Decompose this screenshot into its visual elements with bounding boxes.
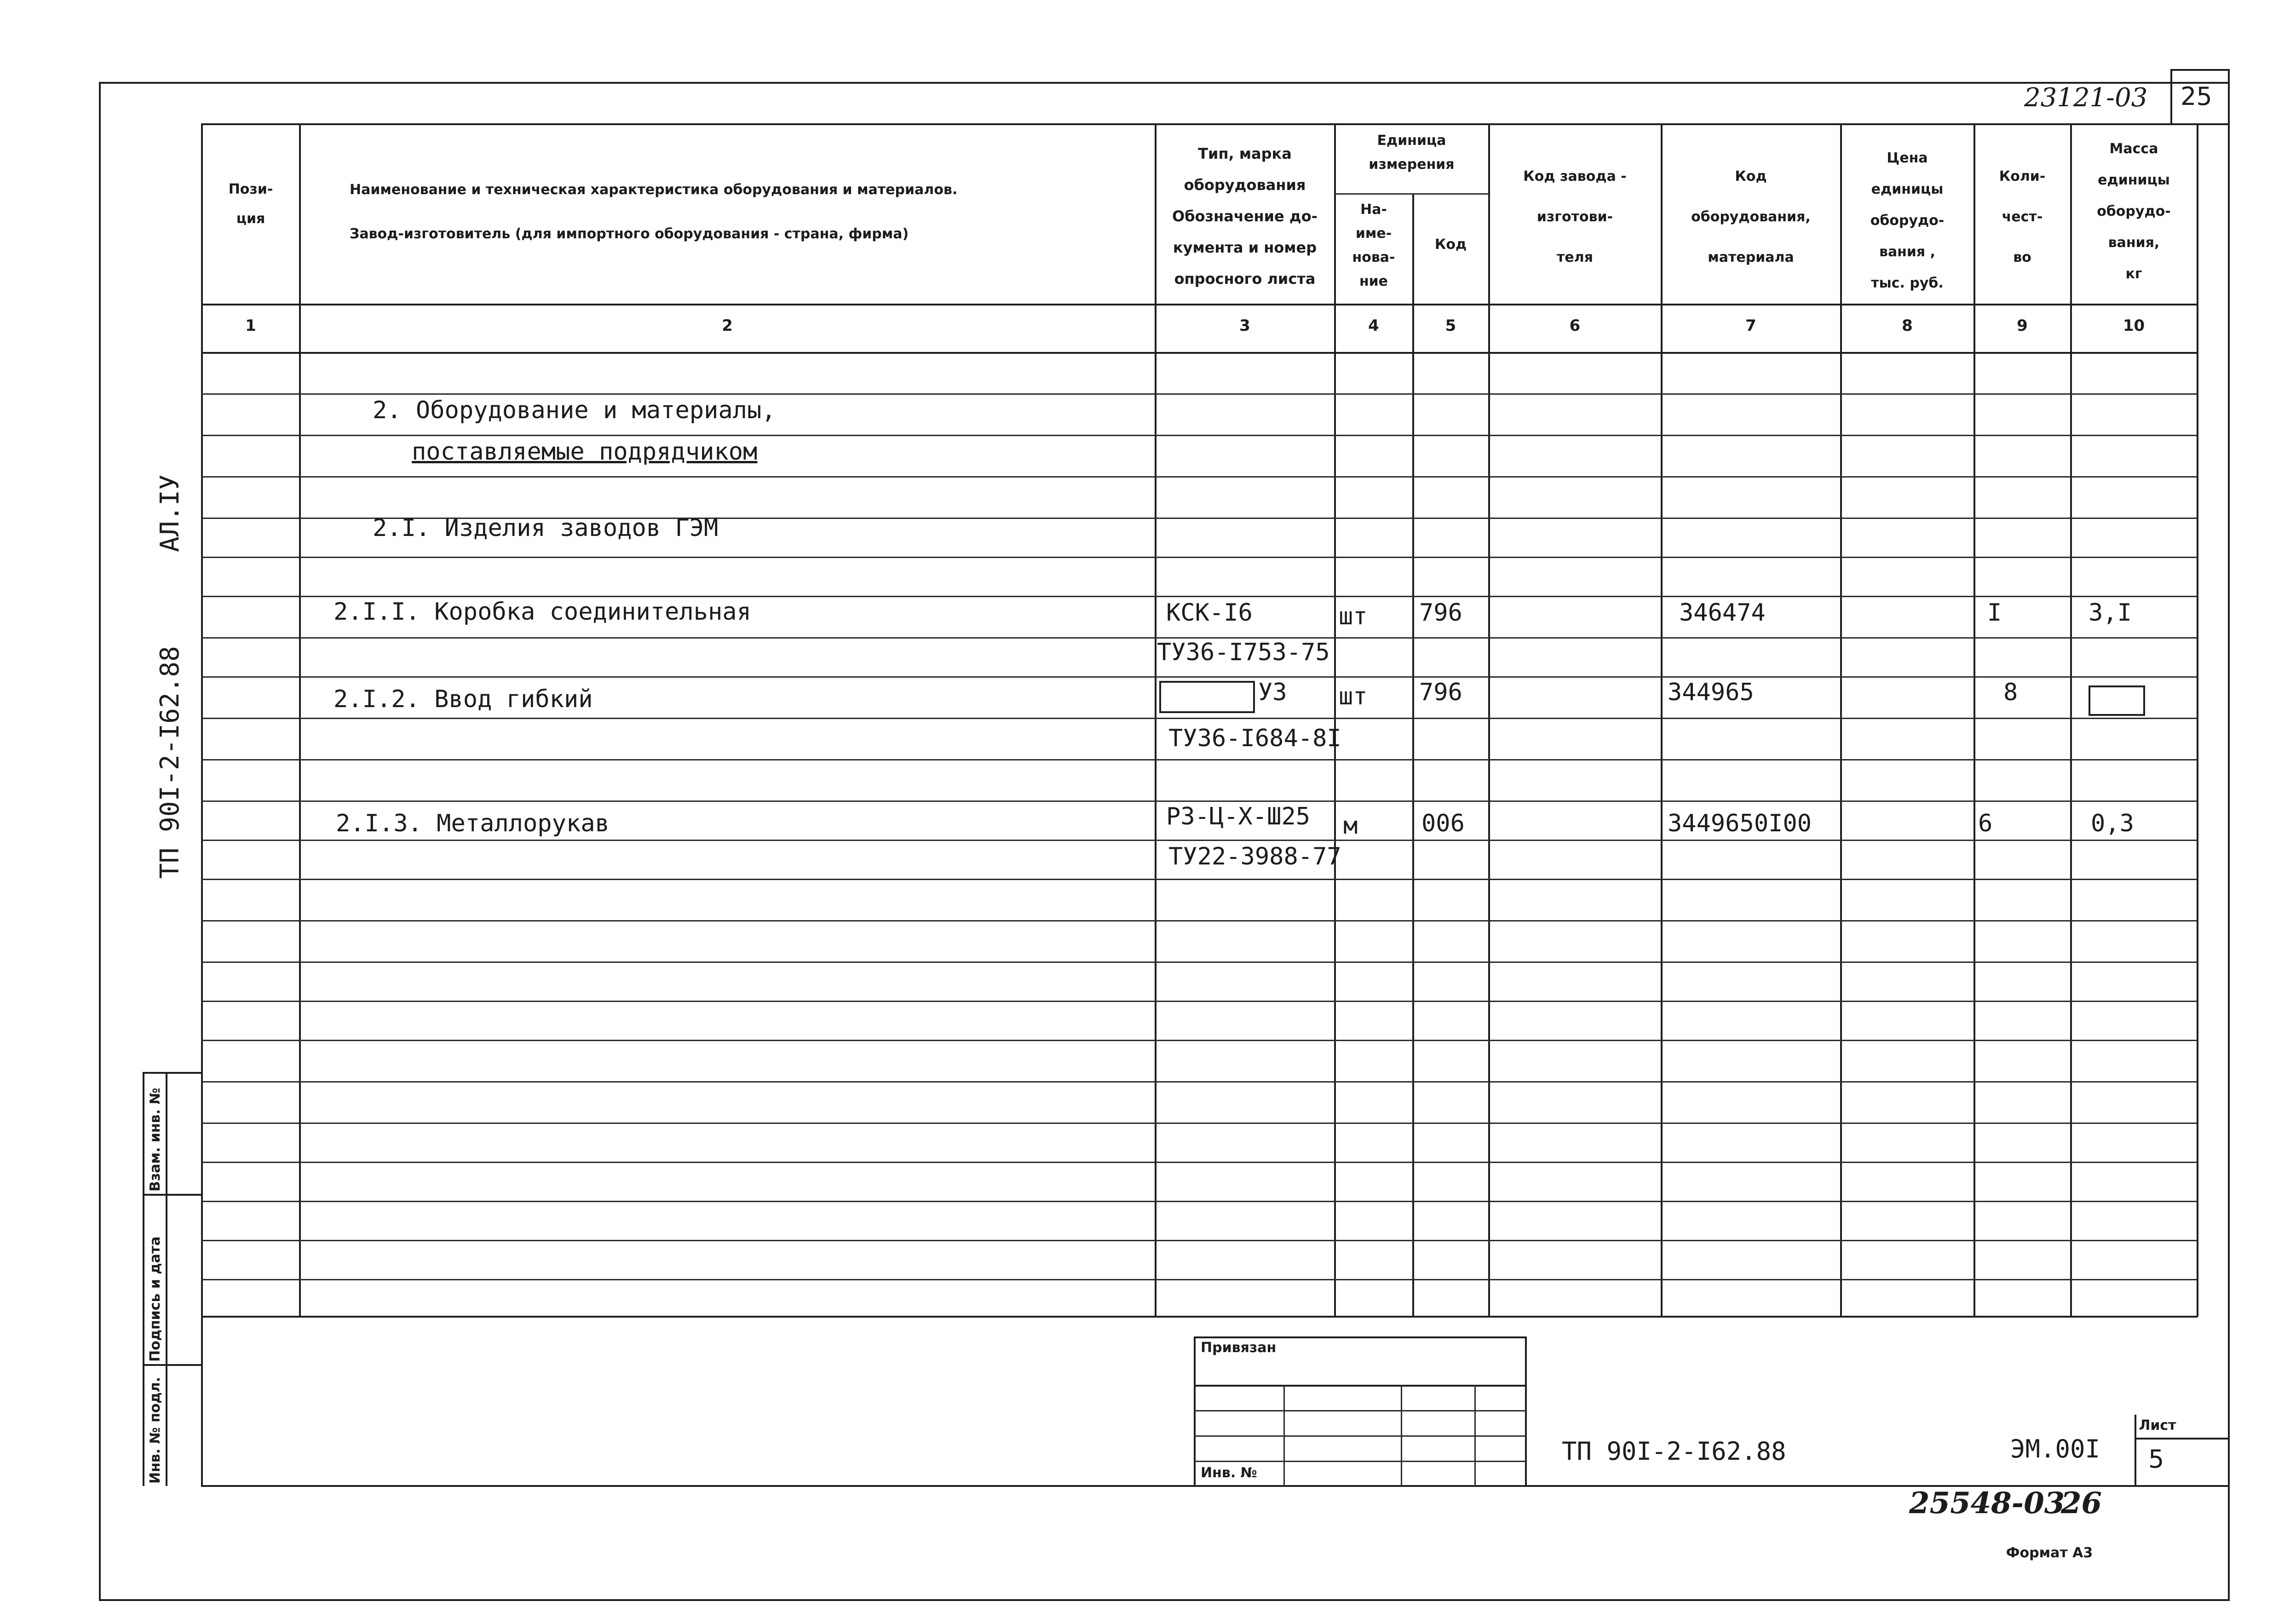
row-line xyxy=(201,1279,2198,1280)
row-line xyxy=(201,1123,2198,1124)
col-separator-7 xyxy=(1840,123,1842,1317)
item-equip-code: 346474 xyxy=(1679,599,1766,627)
item-unit-code: 796 xyxy=(1419,599,1462,627)
sheet-label: Лист xyxy=(2139,1417,2176,1434)
bottom-document-number: 25548-03 xyxy=(1909,1486,2065,1520)
item-mass: 3,I xyxy=(2089,599,2132,627)
colnum-10: 10 xyxy=(2123,317,2145,335)
item-unit: шт xyxy=(1339,603,1368,630)
item-type: КСК-I6 xyxy=(1166,599,1253,627)
title-sheet-code: ЭМ.00I xyxy=(2010,1434,2100,1463)
format-label: Формат А3 xyxy=(2006,1545,2093,1561)
colnum-5: 5 xyxy=(1445,317,1456,335)
outer-frame-right xyxy=(2228,69,2230,1601)
stamp-top-border xyxy=(143,1072,201,1074)
section-title-continued: поставляемые подрядчиком xyxy=(412,438,758,466)
header-unit-group: Единица измерения xyxy=(1369,132,1455,173)
title-block-col xyxy=(1474,1385,1476,1486)
outer-frame-bottom xyxy=(99,1599,2229,1601)
number-row-bottom-border xyxy=(201,352,2198,354)
item-type: У3 xyxy=(1258,679,1287,706)
colnum-4: 4 xyxy=(1368,317,1379,335)
header-col3: Тип, марка оборудования Обозначение до- кумента и номер опросного листа xyxy=(1172,145,1318,288)
sidebar-album-code: АЛ.IУ xyxy=(155,474,185,552)
col-separator-6 xyxy=(1661,123,1663,1317)
row-line xyxy=(201,476,2198,478)
bottom-page-number: 26 xyxy=(2061,1486,2102,1520)
row-line xyxy=(201,1081,2198,1083)
row-line xyxy=(201,962,2198,963)
stamp-divider xyxy=(143,1364,201,1366)
row-line xyxy=(201,1240,2198,1241)
item-equip-code: 344965 xyxy=(1668,679,1754,706)
colnum-2: 2 xyxy=(722,317,733,335)
row-line xyxy=(201,718,2198,719)
colnum-1: 1 xyxy=(245,317,256,335)
blank-field-box xyxy=(2089,685,2145,716)
item-unit-code: 006 xyxy=(1421,810,1465,837)
row-line xyxy=(201,1162,2198,1163)
row-line xyxy=(201,1001,2198,1002)
col-separator-9 xyxy=(2070,123,2072,1317)
stamp-inner-border xyxy=(166,1072,167,1486)
item-type: Р3-Ц-Х-Ш25 xyxy=(1166,803,1311,830)
attached-label: Привязан xyxy=(1201,1340,1277,1356)
sidebar-doc-code: ТП 90I-2-I62.88 xyxy=(155,646,185,879)
inventory-label: Инв. № xyxy=(1201,1465,1257,1481)
col-separator-3 xyxy=(1334,123,1336,1317)
outer-frame-top xyxy=(99,82,2229,84)
item-doc: ТУ36-I753-75 xyxy=(1157,639,1330,666)
stamp-divider xyxy=(143,1194,201,1196)
title-block-line xyxy=(1194,1435,1526,1437)
title-block-col xyxy=(1401,1385,1402,1486)
row-line xyxy=(201,393,2198,395)
col-separator-8 xyxy=(1974,123,1975,1317)
header-col4: На- име- нова- ние xyxy=(1352,202,1395,289)
col-separator-10 xyxy=(2197,123,2198,1317)
sheet-number: 5 xyxy=(2148,1445,2164,1474)
colnum-6: 6 xyxy=(1569,317,1581,335)
item-qty: I xyxy=(1987,599,2002,627)
stamp-field-signature-date: Подпись и дата xyxy=(147,1236,163,1362)
row-line xyxy=(201,1040,2198,1041)
row-line xyxy=(201,800,2198,802)
item-unit: шт xyxy=(1339,683,1368,710)
unit-group-divider xyxy=(1334,193,1488,195)
item-doc: ТУ36-I684-8I xyxy=(1168,725,1341,752)
row-line xyxy=(201,435,2198,436)
subsection-title: 2.I. Изделия заводов ГЭМ xyxy=(373,514,719,542)
row-line xyxy=(201,557,2198,558)
header-col2: Наименование и техническая характеристика оборудования и материалов. Завод-изготовитель (для импортного оборудования - страна, фирма) xyxy=(350,182,958,242)
colnum-3: 3 xyxy=(1239,317,1250,335)
row-line xyxy=(201,879,2198,880)
title-block-line xyxy=(1194,1385,1526,1387)
top-document-number: 23121-03 xyxy=(2024,83,2148,113)
col-separator-1 xyxy=(299,123,301,1317)
row-line xyxy=(201,596,2198,597)
item-qty: 6 xyxy=(1978,810,1993,837)
header-col1: Пози- ция xyxy=(228,181,273,227)
row-line xyxy=(201,840,2198,841)
header-col5: Код xyxy=(1434,236,1467,253)
item-name: 2.I.I. Коробка соединительная xyxy=(334,598,751,626)
header-col8: Цена единицы оборудо- вания , тыс. руб. xyxy=(1870,150,1945,291)
stamp-field-replaced-inv: Взам. инв. № xyxy=(147,1088,163,1192)
col-separator-5 xyxy=(1488,123,1490,1317)
item-mass: 0,3 xyxy=(2091,810,2134,837)
page-number-box-top xyxy=(2170,69,2229,71)
body-bottom-border xyxy=(201,1316,2198,1318)
item-qty: 8 xyxy=(2003,679,2018,706)
outer-frame-left xyxy=(99,82,101,1600)
stamp-left-border xyxy=(143,1072,144,1486)
colnum-7: 7 xyxy=(1745,317,1756,335)
title-doc-code: ТП 90I-2-I62.88 xyxy=(1562,1437,1786,1466)
item-unit-code: 796 xyxy=(1419,679,1462,706)
item-unit: м xyxy=(1343,812,1358,840)
stamp-field-original-inv: Инв. № подл. xyxy=(147,1376,163,1484)
header-col9: Коли- чест- во xyxy=(1999,168,2046,265)
section-title: 2. Оборудование и материалы, xyxy=(373,397,776,424)
header-col7: Код оборудования, материала xyxy=(1691,168,1811,265)
page-number-divider xyxy=(2170,69,2172,123)
title-block-col xyxy=(1283,1385,1285,1486)
header-bottom-border xyxy=(201,304,2198,305)
row-line xyxy=(201,1201,2198,1202)
page-number: 25 xyxy=(2181,82,2212,111)
table-top-border xyxy=(201,123,2229,125)
title-block-line xyxy=(1194,1410,1526,1411)
row-line xyxy=(201,920,2198,921)
col-separator-4 xyxy=(1412,193,1414,1317)
colnum-9: 9 xyxy=(2017,317,2028,335)
col-separator-2 xyxy=(1155,123,1157,1317)
colnum-8: 8 xyxy=(1902,317,1913,335)
header-col10: Масса единицы оборудо- вания, кг xyxy=(2097,141,2171,282)
blank-field-box xyxy=(1159,681,1255,713)
header-col6: Код завода - изготови- теля xyxy=(1523,168,1627,265)
row-line xyxy=(201,759,2198,760)
item-equip-code: 3449650I00 xyxy=(1668,810,1812,837)
row-line xyxy=(201,676,2198,678)
item-name: 2.I.2. Ввод гибкий xyxy=(334,685,593,713)
item-name: 2.I.3. Металлорукав xyxy=(336,810,610,837)
item-doc: ТУ22-3988-77 xyxy=(1168,843,1341,870)
